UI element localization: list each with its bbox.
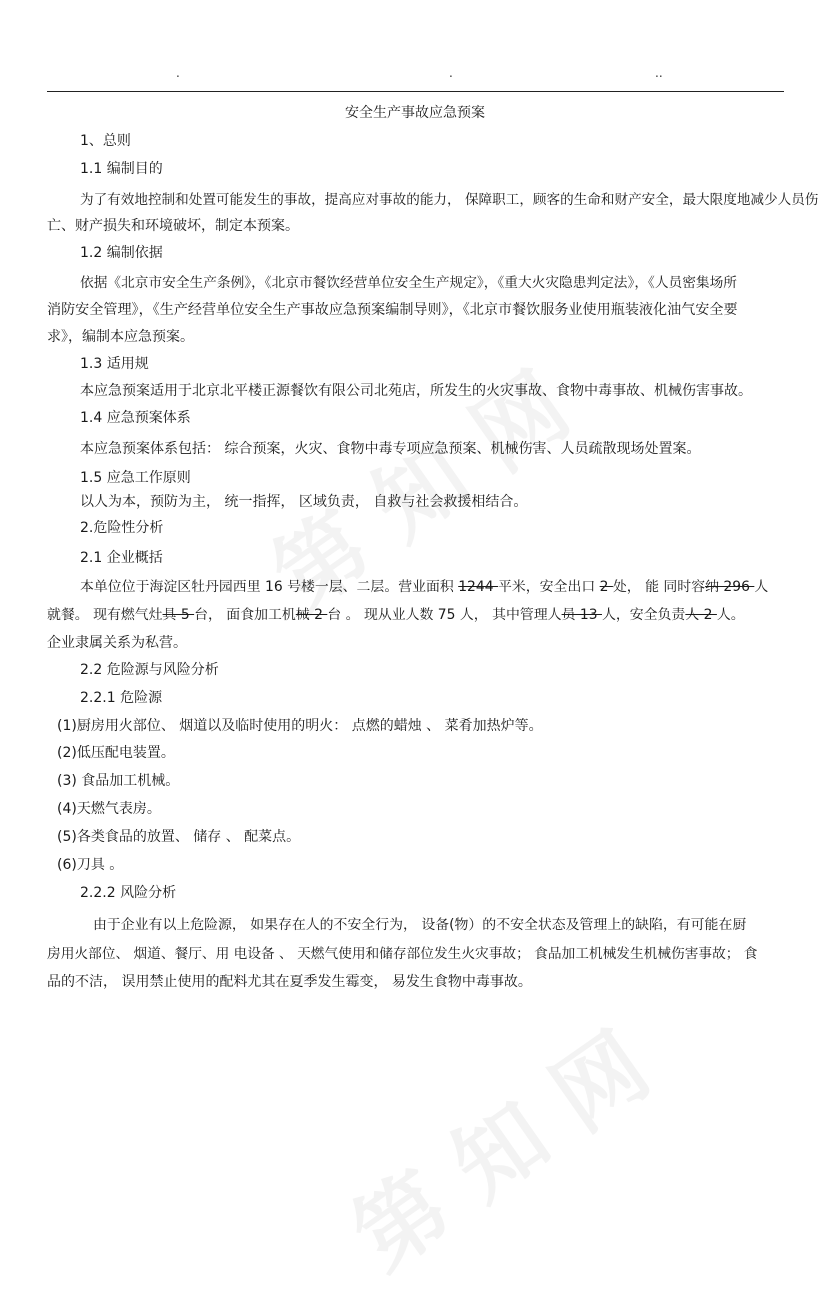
header-dot: . [176, 66, 180, 80]
text-run: 处， 能 同时容 [612, 579, 706, 595]
text-run: 人 [754, 579, 769, 595]
subsection-heading: 1.4 应急预案体系 [80, 410, 191, 426]
subsection-heading: 2.2.2 风险分析 [80, 885, 177, 901]
subsection-heading: 1.3 适用规 [80, 356, 149, 372]
list-item: (1)厨房用火部位、 烟道以及临时使用的明火： 点燃的蜡烛 、 菜肴加热炉等。 [57, 718, 543, 734]
header-dot: . [449, 66, 453, 80]
paragraph-line: 由于企业有以上危险源， 如果存在人的不安全行为， 设备(物）的不安全状态及管理上的缺陷，有可能在厨 [93, 917, 747, 933]
subsection-heading: 2.2 危险源与风险分析 [80, 662, 219, 678]
watermark-bottom [323, 996, 670, 1293]
paragraph-line [47, 605, 745, 625]
text-run: 台， 面食加工机 [194, 607, 296, 623]
paragraph-line: 消防安全管理》，《生产经营单位安全生产事故应急预案编制导则》，《北京市餐饮服务业使用瓶装液化油气安全要 [47, 302, 738, 318]
struck-value: 具 5 [162, 607, 195, 623]
list-item: (4)天燃气表房。 [57, 801, 161, 817]
section-heading: 1、总则 [80, 133, 131, 149]
struck-value: 纳 296 [705, 579, 755, 595]
list-item: (5)各类食品的放置、 储存 、 配菜点。 [57, 829, 301, 845]
paragraph-line: 企业隶属关系为私营。 [47, 635, 187, 651]
list-item: (6)刀具 。 [57, 857, 124, 873]
paragraph-line: 以人为本，预防为主， 统一指挥， 区域负责， 自救与社会救援相结合。 [80, 494, 528, 510]
subsection-heading: 1.2 编制依据 [80, 245, 163, 261]
header-dot: .. [655, 66, 663, 80]
paragraph-line: 为了有效地控制和处置可能发生的事故，提高应对事故的能力， 保障职工，顾客的生命和财产安全，最大限度地减少人员伤 [80, 192, 819, 208]
paragraph-line: 亡、财产损失和环境破坏，制定本预案。 [47, 218, 299, 234]
text-run: 本单位位于海淀区牡丹园西里 16 号楼一层、二层。营业面积 [80, 579, 459, 595]
text-run: 平米，安全出口 [497, 579, 600, 595]
page-title: 安全生产事故应急预案 [345, 105, 485, 121]
paragraph-line: 本应急预案体系包括： 综合预案，火灾、食物中毒专项应急预案、机械伤害、人员疏散现场处置案。 [80, 441, 701, 457]
struck-value: 械 2 [295, 607, 328, 623]
struck-value: 1244 [458, 579, 498, 595]
list-item: (2)低压配电装置。 [57, 745, 175, 761]
section-heading: 2.危险性分析 [80, 520, 164, 536]
text-run: 台 。 现从业人数 75 人， 其中管理人 [327, 607, 562, 623]
text-run: 就餐。 现有燃气灶 [47, 607, 163, 623]
paragraph-line: 房用火部位、 烟道、餐厅、用 电设备 、 天燃气使用和储存部位发生火灾事故； 食品加工机械发生机械伤害事故； 食 [47, 946, 758, 962]
list-item: (3) 食品加工机械。 [57, 773, 180, 789]
subsection-heading: 2.1 企业概括 [80, 550, 163, 566]
subsection-heading: 1.1 编制目的 [80, 161, 163, 177]
subsection-heading: 1.5 应急工作原则 [80, 470, 191, 486]
paragraph-line [80, 577, 768, 597]
text-run: 人。 [716, 607, 745, 623]
paragraph-line: 本应急预案适用于北京北平楼正源餐饮有限公司北苑店，所发生的火灾事故、食物中毒事故、机械伤害事故。 [80, 383, 752, 399]
struck-value: 员 13 [561, 607, 602, 623]
paragraph-line: 品的不洁， 误用禁止使用的配料尤其在夏季发生霉变， 易发生食物中毒事故。 [47, 974, 532, 990]
text-run: 人，安全负责 [601, 607, 686, 623]
paragraph-line: 求》，编制本应急预案。 [47, 329, 194, 345]
struck-value: 人 2 [685, 607, 717, 623]
paragraph-line: 依据《北京市安全生产条例》，《北京市餐饮经营单位安全生产规定》，《重大火灾隐患判定法》，《人员密集场所 [80, 275, 737, 291]
struck-value: 2 [599, 579, 613, 595]
header-rule [47, 91, 784, 92]
subsection-heading: 2.2.1 危险源 [80, 690, 163, 706]
